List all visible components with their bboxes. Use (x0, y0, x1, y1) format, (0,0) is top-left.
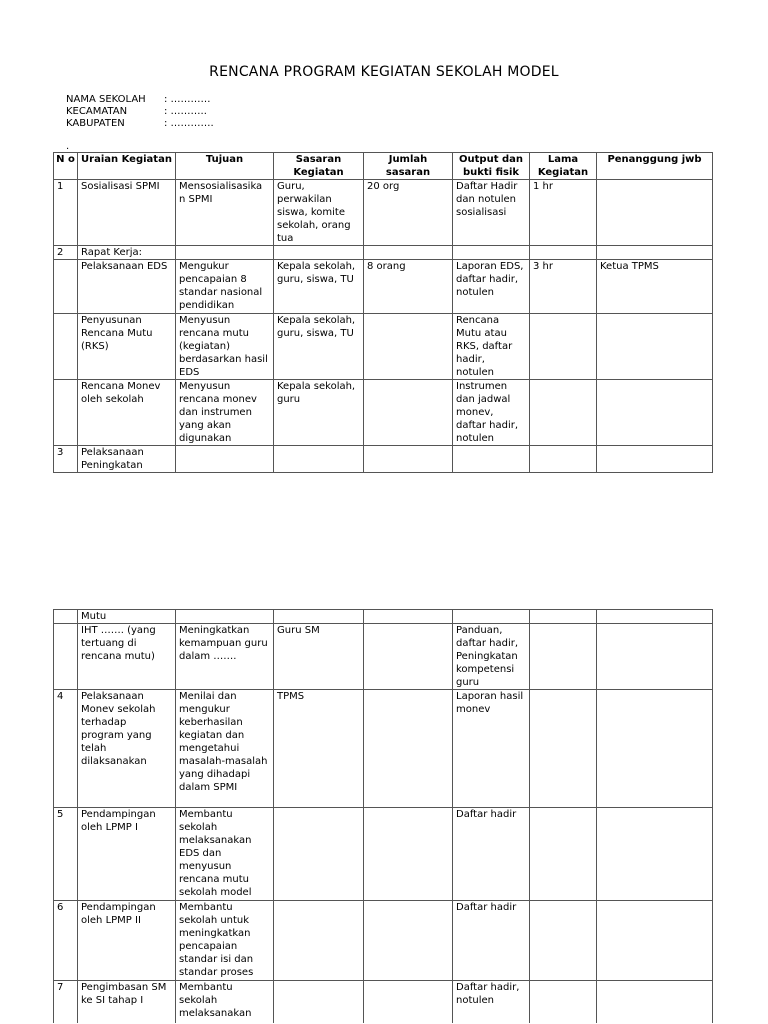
cell-pj (597, 981, 713, 1023)
cell-lama: 1 hr (530, 180, 597, 246)
cell-lama: 3 hr (530, 260, 597, 314)
cell-sasaran (274, 808, 364, 901)
cell-pj (597, 808, 713, 901)
info-row-kabupaten (66, 118, 214, 130)
cell-lama (530, 380, 597, 446)
cell-jumlah (364, 380, 453, 446)
cell-pj (597, 380, 713, 446)
table-row (54, 314, 713, 380)
cell-no (54, 314, 78, 380)
cell-sasaran: Guru, perwakilan siswa, komite sekolah, orang tua (274, 180, 364, 246)
cell-tujuan: Membantu sekolah melaksanakan (176, 981, 274, 1023)
cell-lama (530, 446, 597, 473)
cell-no (54, 260, 78, 314)
cell-pj (597, 180, 713, 246)
table-row (54, 981, 713, 1023)
cell-lama (530, 246, 597, 260)
table-row (54, 610, 713, 624)
school-info (66, 94, 214, 130)
cell-output: Instrumen dan jadwal monev, daftar hadir, notulen (453, 380, 530, 446)
cell-no (54, 610, 78, 624)
cell-tujuan: Meningkatkan kemampuan guru dalam ……. (176, 624, 274, 690)
info-row-kecamatan (66, 106, 214, 118)
cell-no (54, 624, 78, 690)
table-row (54, 446, 713, 473)
cell-uraian: Sosialisasi SPMI (78, 180, 176, 246)
table-row (54, 380, 713, 446)
cell-sasaran: Kepala sekolah, guru, siswa, TU (274, 260, 364, 314)
cell-output: Laporan EDS, daftar hadir, notulen (453, 260, 530, 314)
cell-sasaran: Kepala sekolah, guru (274, 380, 364, 446)
cell-sasaran: TPMS (274, 690, 364, 808)
cell-uraian: Pelaksanaan Peningkatan (78, 446, 176, 473)
cell-jumlah (364, 901, 453, 981)
cell-lama (530, 808, 597, 901)
header-tujuan: Tujuan (176, 153, 274, 180)
header-lama: Lama Kegiatan (530, 153, 597, 180)
page-title: RENCANA PROGRAM KEGIATAN SEKOLAH MODEL (209, 64, 559, 80)
cell-jumlah: 20 org (364, 180, 453, 246)
table-row (54, 624, 713, 690)
cell-jumlah (364, 624, 453, 690)
cell-output: Daftar hadir (453, 808, 530, 901)
info-value: : ……….. (164, 106, 207, 117)
cell-no: 1 (54, 180, 78, 246)
cell-jumlah (364, 246, 453, 260)
cell-pj (597, 690, 713, 808)
cell-lama (530, 314, 597, 380)
cell-output: Daftar hadir, notulen (453, 981, 530, 1023)
cell-jumlah (364, 610, 453, 624)
cell-output: Panduan, daftar hadir, Peningkatan kompetensi guru (453, 624, 530, 690)
cell-jumlah (364, 446, 453, 473)
cell-tujuan (176, 610, 274, 624)
cell-lama (530, 690, 597, 808)
cell-uraian: Pelaksanaan Monev sekolah terhadap program yang telah dilaksanakan (78, 690, 176, 808)
cell-uraian: IHT ……. (yang tertuang di rencana mutu) (78, 624, 176, 690)
cell-lama (530, 901, 597, 981)
cell-tujuan (176, 446, 274, 473)
info-value: : ………… (164, 94, 211, 105)
cell-output (453, 446, 530, 473)
cell-output: Laporan hasil monev (453, 690, 530, 808)
cell-uraian: Pengimbasan SM ke SI tahap I (78, 981, 176, 1023)
info-label: KECAMATAN (66, 106, 128, 117)
table-row (54, 246, 713, 260)
info-label: NAMA SEKOLAH (66, 94, 146, 105)
cell-output (453, 246, 530, 260)
table-row (54, 260, 713, 314)
cell-sasaran: Kepala sekolah, guru, siswa, TU (274, 314, 364, 380)
cell-lama (530, 624, 597, 690)
cell-uraian: Rencana Monev oleh sekolah (78, 380, 176, 446)
cell-pj (597, 314, 713, 380)
cell-no: 5 (54, 808, 78, 901)
cell-lama (530, 981, 597, 1023)
cell-jumlah (364, 808, 453, 901)
cell-uraian: Mutu (78, 610, 176, 624)
cell-tujuan: Menyusun rencana monev dan instrumen yang akan digunakan (176, 380, 274, 446)
table-header-row (54, 153, 713, 180)
cell-output: Rencana Mutu atau RKS, daftar hadir, notulen (453, 314, 530, 380)
header-output: Output dan bukti fisik (453, 153, 530, 180)
cell-pj: Ketua TPMS (597, 260, 713, 314)
cell-tujuan: Mengukur pencapaian 8 standar nasional pendidikan (176, 260, 274, 314)
cell-tujuan: Membantu sekolah melaksanakan EDS dan menyusun rencana mutu sekolah model (176, 808, 274, 901)
cell-uraian: Pelaksanaan EDS (78, 260, 176, 314)
cell-pj (597, 624, 713, 690)
cell-tujuan: Menyusun rencana mutu (kegiatan) berdasarkan hasil EDS (176, 314, 274, 380)
cell-uraian: Rapat Kerja: (78, 246, 176, 260)
header-sasaran: Sasaran Kegiatan (274, 153, 364, 180)
cell-uraian: Pendampingan oleh LPMP I (78, 808, 176, 901)
cell-pj (597, 446, 713, 473)
cell-no (54, 380, 78, 446)
cell-jumlah (364, 690, 453, 808)
table-row (54, 808, 713, 901)
cell-tujuan: Mensosialisasika n SPMI (176, 180, 274, 246)
header-pj: Penanggung jwb (597, 153, 713, 180)
cell-tujuan: Menilai dan mengukur keberhasilan kegiatan dan mengetahui masalah-masalah yang dihadapi dalam SPMI (176, 690, 274, 808)
header-jumlah: Jumlah sasaran (364, 153, 453, 180)
info-value: : …………. (164, 118, 214, 129)
table-row (54, 901, 713, 981)
cell-no: 3 (54, 446, 78, 473)
program-table-top (53, 152, 713, 473)
info-label: KABUPATEN (66, 118, 125, 129)
cell-lama (530, 610, 597, 624)
cell-output: Daftar hadir (453, 901, 530, 981)
cell-output: Daftar Hadir dan notulen sosialisasi (453, 180, 530, 246)
header-uraian: Uraian Kegiatan (78, 153, 176, 180)
info-row-school (66, 94, 214, 106)
cell-no: 2 (54, 246, 78, 260)
cell-sasaran (274, 446, 364, 473)
cell-sasaran (274, 610, 364, 624)
cell-uraian: Penyusunan Rencana Mutu (RKS) (78, 314, 176, 380)
cell-jumlah: 8 orang (364, 260, 453, 314)
table-row (54, 690, 713, 808)
cell-pj (597, 610, 713, 624)
cell-no: 7 (54, 981, 78, 1023)
cell-jumlah (364, 981, 453, 1023)
cell-sasaran (274, 246, 364, 260)
cell-sasaran (274, 981, 364, 1023)
program-table-bottom (53, 609, 713, 1023)
cell-output (453, 610, 530, 624)
cell-pj (597, 246, 713, 260)
cell-uraian: Pendampingan oleh LPMP II (78, 901, 176, 981)
cell-sasaran (274, 901, 364, 981)
header-no: N o (54, 153, 78, 180)
cell-pj (597, 901, 713, 981)
cell-jumlah (364, 314, 453, 380)
cell-no: 4 (54, 690, 78, 808)
cell-sasaran: Guru SM (274, 624, 364, 690)
cell-no: 6 (54, 901, 78, 981)
cell-tujuan (176, 246, 274, 260)
table-row (54, 180, 713, 246)
cell-tujuan: Membantu sekolah untuk meningkatkan pencapaian standar isi dan standar proses (176, 901, 274, 981)
stray-dot: . (66, 141, 70, 152)
